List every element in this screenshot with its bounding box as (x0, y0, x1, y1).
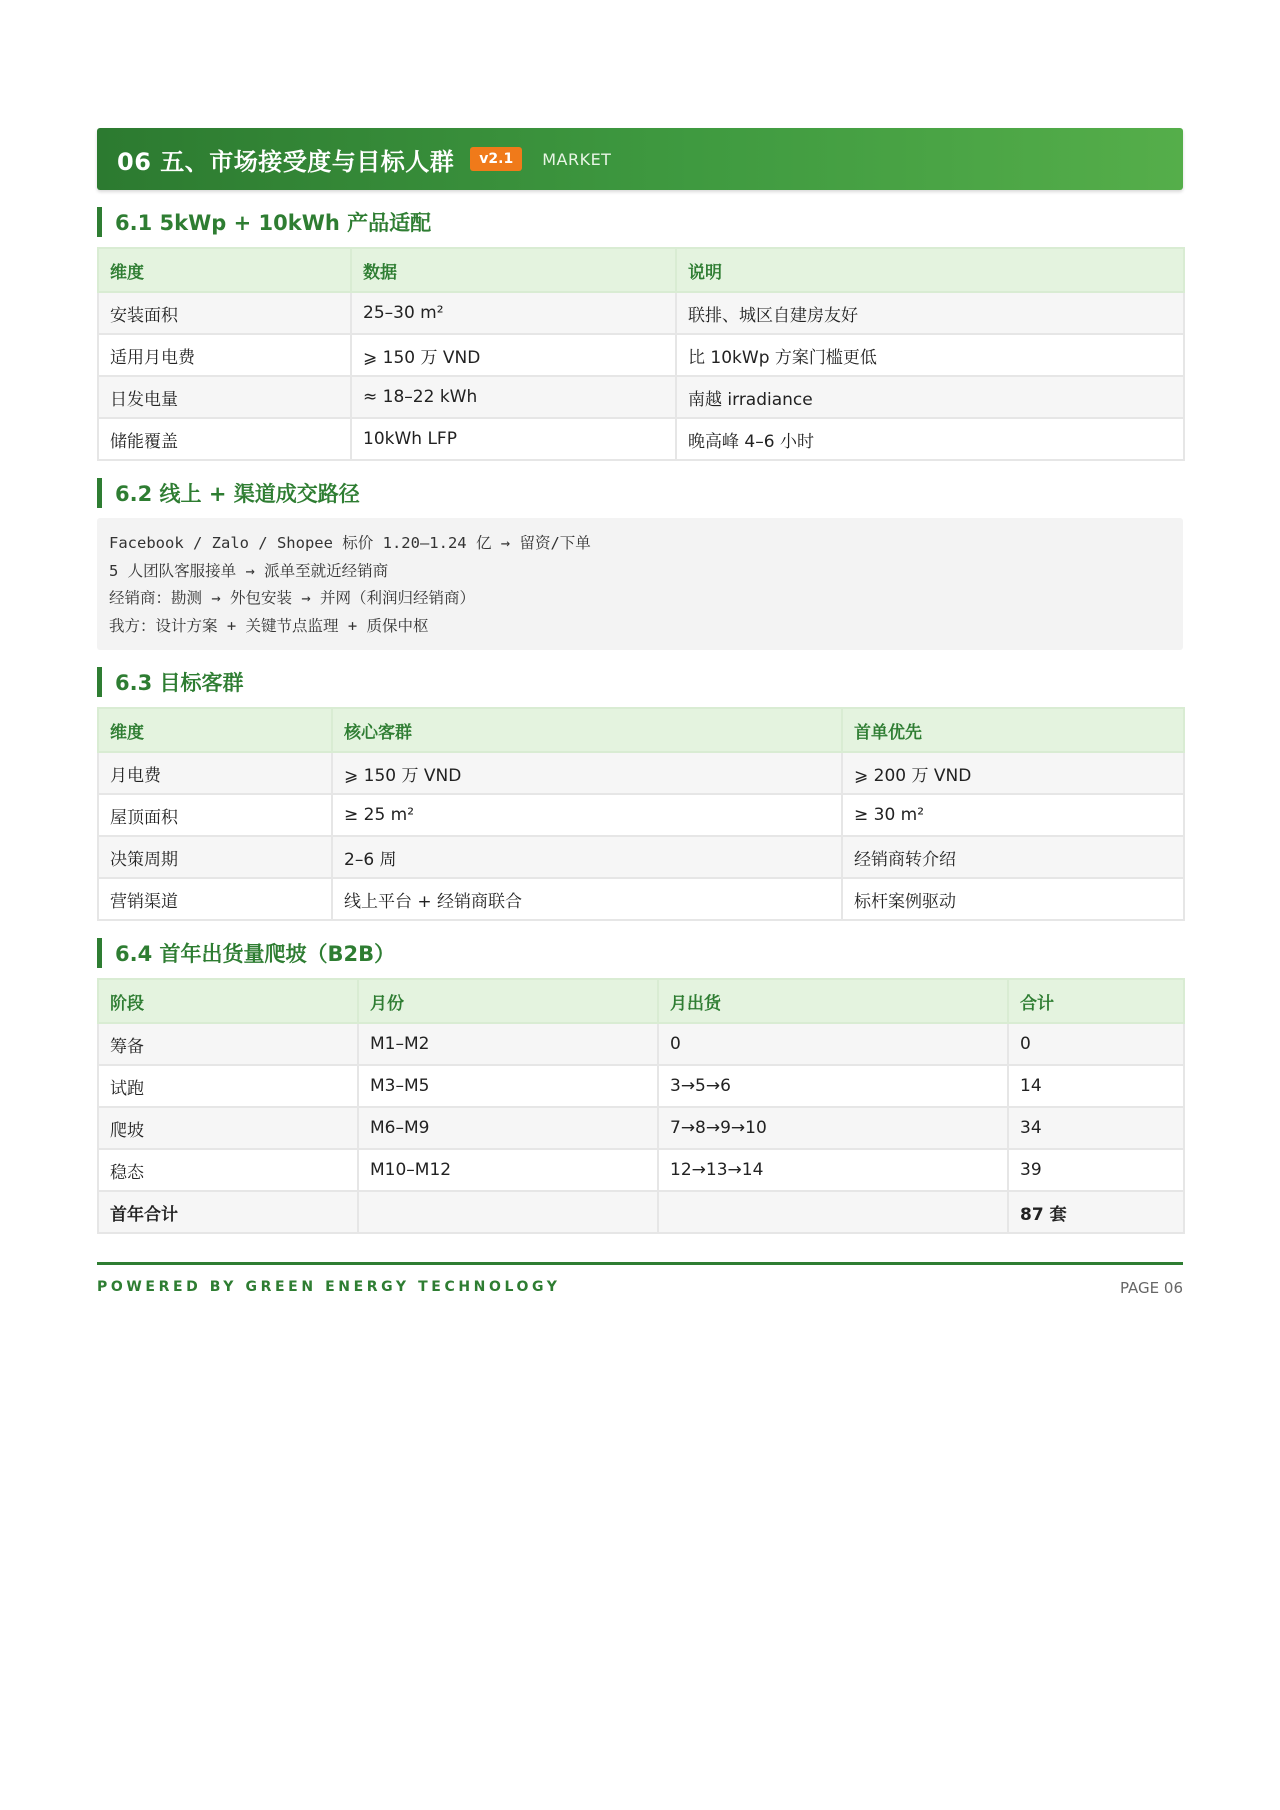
table-header-cell: 维度 (98, 248, 351, 292)
shipment-ramp-table (97, 978, 1185, 1234)
table-total-row (98, 1191, 1184, 1233)
table-cell: 稳态 (98, 1149, 358, 1191)
footer-brand: POWERED BY GREEN ENERGY TECHNOLOGY (97, 1279, 561, 1295)
table-row (98, 836, 1184, 878)
section-title: 6.4 首年出货量爬坡（B2B） (115, 942, 396, 966)
table-header-cell: 月出货 (658, 979, 1008, 1023)
table-header-cell: 合计 (1008, 979, 1184, 1023)
table-cell: ≥ 30 m² (842, 794, 1184, 836)
table-cell: 标杆案例驱动 (842, 878, 1184, 920)
table-cell: 10kWh LFP (351, 418, 676, 460)
section-tag: MARKET (542, 149, 612, 169)
table-cell: 线上平台 + 经销商联合 (332, 878, 842, 920)
target-customer-table (97, 707, 1185, 921)
table-cell: 储能覆盖 (98, 418, 351, 460)
table-row (98, 292, 1184, 334)
table-cell: 12→13→14 (658, 1149, 1008, 1191)
code-line: 经销商：勘测 → 外包安装 → 并网（利润归经销商） (109, 589, 475, 607)
table-row (98, 418, 1184, 460)
table-cell: 39 (1008, 1149, 1184, 1191)
table-cell: 比 10kWp 方案门槛更低 (676, 334, 1184, 376)
product-fit-table (97, 247, 1185, 461)
table-cell: 筹备 (98, 1023, 358, 1065)
code-line: 我方：设计方案 + 关键节点监理 + 质保中枢 (109, 616, 429, 635)
table-row (98, 1065, 1184, 1107)
table-cell: 安装面积 (98, 292, 351, 334)
table-header-row (98, 979, 1184, 1023)
code-line: Facebook / Zalo / Shopee 标价 1.20–1.24 亿 → 留资/下单 (109, 534, 591, 552)
table-cell: 适用月电费 (98, 334, 351, 376)
section-title: 6.3 目标客群 (115, 671, 244, 695)
table-cell: 营销渠道 (98, 878, 332, 920)
section-heading-6-4 (97, 937, 1183, 969)
table-cell: 联排、城区自建房友好 (676, 292, 1184, 334)
section-heading-6-2 (97, 477, 1183, 509)
table-header-cell: 月份 (358, 979, 658, 1023)
table-cell: 0 (1008, 1023, 1184, 1065)
table-cell: 屋顶面积 (98, 794, 332, 836)
table-cell: 日发电量 (98, 376, 351, 418)
section-title: 6.1 5kWp + 10kWh 产品适配 (115, 211, 432, 235)
table-cell: 87 套 (1008, 1191, 1184, 1233)
table-row (98, 376, 1184, 418)
table-cell: ≈ 18–22 kWh (351, 376, 676, 418)
version-badge: v2.1 (470, 147, 522, 171)
table-cell: ≥ 25 m² (332, 794, 842, 836)
table-cell: M6–M9 (358, 1107, 658, 1149)
table-row (98, 334, 1184, 376)
table-cell: 晚高峰 4–6 小时 (676, 418, 1184, 460)
heading-accent-bar (97, 667, 102, 697)
table-header-cell: 首单优先 (842, 708, 1184, 752)
table-cell: M3–M5 (358, 1065, 658, 1107)
code-line: 5 人团队客服接单 → 派单至就近经销商 (109, 561, 389, 580)
table-row (98, 878, 1184, 920)
table-cell: 决策周期 (98, 836, 332, 878)
section-title: 6.2 线上 + 渠道成交路径 (115, 482, 360, 506)
table-cell: ⩾ 150 万 VND (332, 752, 842, 794)
table-cell (358, 1191, 658, 1233)
table-row (98, 1023, 1184, 1065)
table-header-row (98, 248, 1184, 292)
section-heading-6-1 (97, 206, 1183, 238)
table-row (98, 752, 1184, 794)
table-header-cell: 阶段 (98, 979, 358, 1023)
chapter-title: 06 五、市场接受度与目标人群 (117, 147, 455, 176)
table-cell: 月电费 (98, 752, 332, 794)
table-header-cell: 数据 (351, 248, 676, 292)
footer-divider (97, 1262, 1183, 1265)
heading-accent-bar (97, 938, 102, 968)
sales-path-codeblock (97, 518, 1183, 650)
table-header-cell: 说明 (676, 248, 1184, 292)
heading-accent-bar (97, 478, 102, 508)
table-cell: 经销商转介绍 (842, 836, 1184, 878)
table-cell: 0 (658, 1023, 1008, 1065)
table-cell: 25–30 m² (351, 292, 676, 334)
page-number: PAGE 06 (1119, 1279, 1183, 1297)
table-cell: 南越 irradiance (676, 376, 1184, 418)
chapter-banner (97, 128, 1183, 190)
heading-accent-bar (97, 207, 102, 237)
table-header-row (98, 708, 1184, 752)
table-cell: ⩾ 150 万 VND (351, 334, 676, 376)
table-cell: 爬坡 (98, 1107, 358, 1149)
table-cell (658, 1191, 1008, 1233)
table-cell: 34 (1008, 1107, 1184, 1149)
table-cell: 试跑 (98, 1065, 358, 1107)
table-cell: 首年合计 (98, 1191, 358, 1233)
table-cell: 3→5→6 (658, 1065, 1008, 1107)
table-cell: 7→8→9→10 (658, 1107, 1008, 1149)
section-heading-6-3 (97, 666, 1183, 698)
table-cell: M1–M2 (358, 1023, 658, 1065)
table-header-cell: 维度 (98, 708, 332, 752)
table-row (98, 794, 1184, 836)
table-cell: ⩾ 200 万 VND (842, 752, 1184, 794)
table-cell: M10–M12 (358, 1149, 658, 1191)
table-cell: 2–6 周 (332, 836, 842, 878)
table-row (98, 1107, 1184, 1149)
page-content (97, 128, 1183, 1234)
table-cell: 14 (1008, 1065, 1184, 1107)
table-header-cell: 核心客群 (332, 708, 842, 752)
table-row (98, 1149, 1184, 1191)
